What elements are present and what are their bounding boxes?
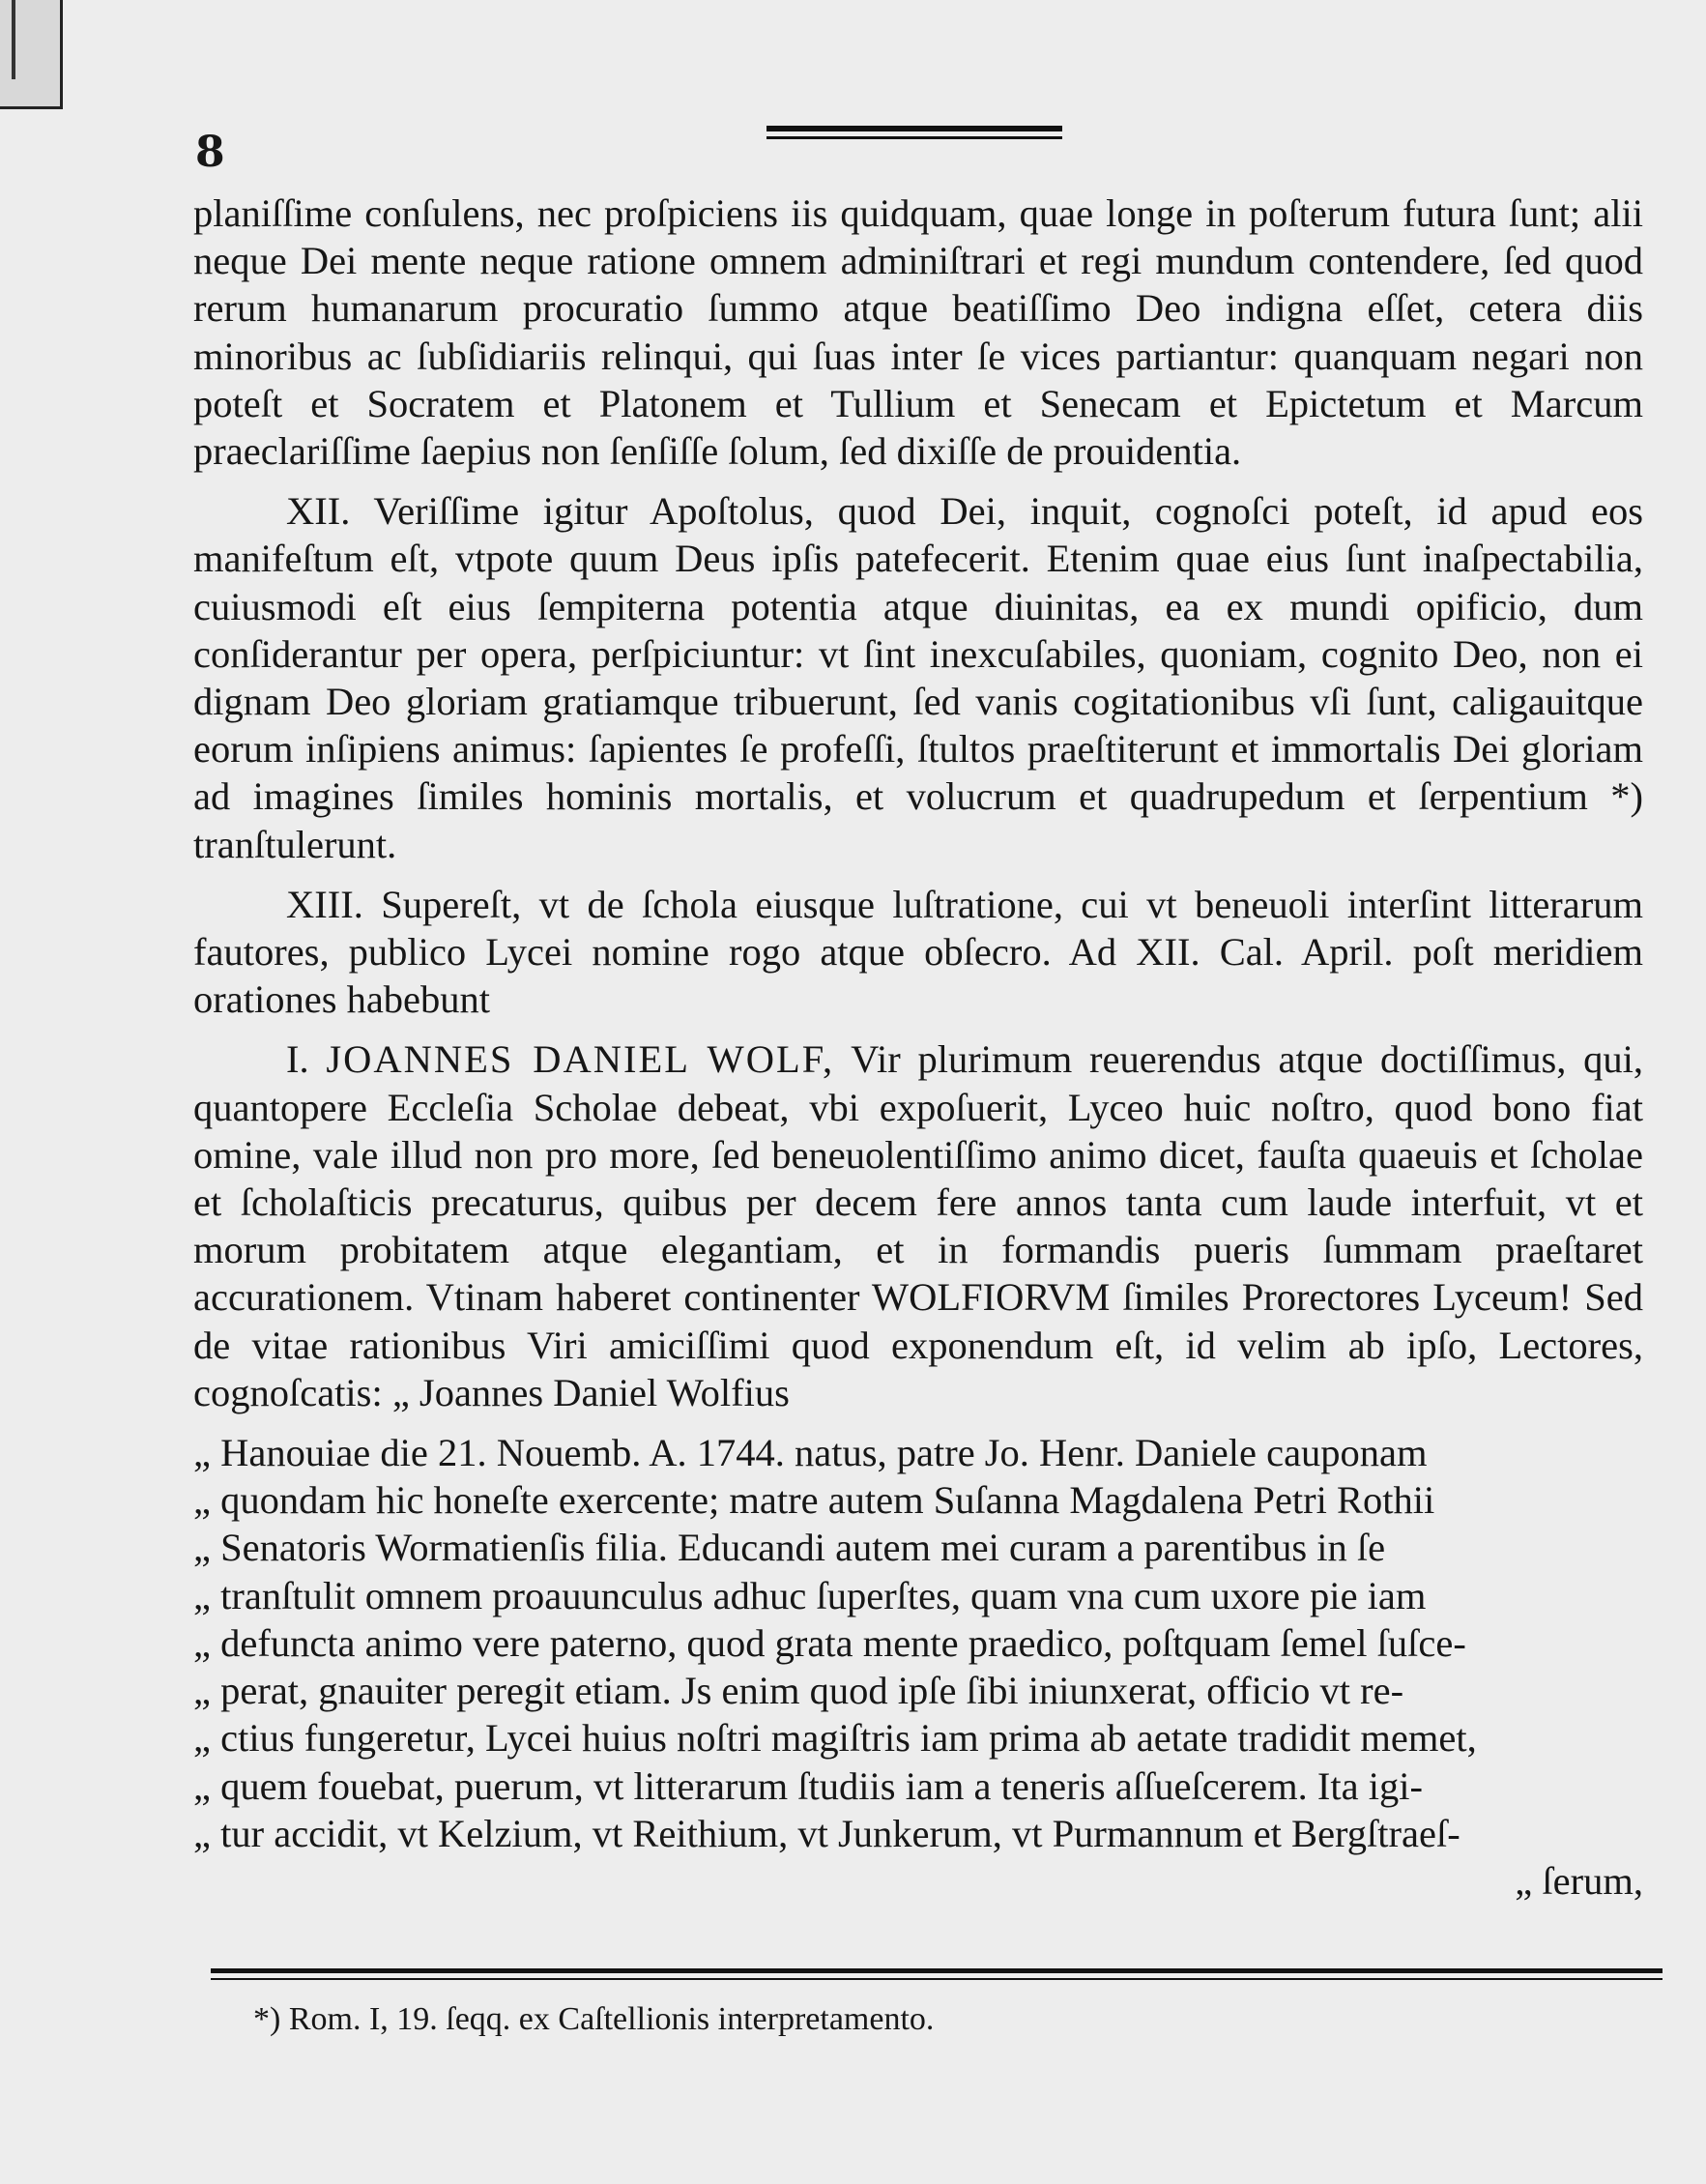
orator-text: Vir plurimum reuerendus atque doctiſſimus, qui, quantopere Eccleſia Scholae debeat, vbi expoſuerit, Lyceo huic noſtro, quod bono fiat omine, vale illud non pro more, ſed beneuolentiſſimo animo dicet, fauſta quaeuis et ſcholae et ſcholaſticis precaturus, quibus per decem fere annos tanta cum laude interfuit, vt et morum probitatem atque elegantiam, et in formandis pueris ſummam praeſtaret accurationem. Vtinam haberet continenter WOLFIORVM ſimiles Prorectores Lyceum! Sed de vitae rationibus Viri amiciſſimi quod exponendum eſt, id velim ab ipſo, Lectores, cognoſcatis: [193,1037,1644,1414]
section-number-xii: XII. [286,489,351,534]
paragraph-xiii-text: Supereſt, vt de ſchola eiusque luſtratione, cui vt beneuoli interſint litterarum fautores, publico Lycei nomine rogo atque obſecro. Ad XII. Cal. April. poſt meridiem orationes habebunt [193,882,1643,1022]
page-number: 8 [195,128,225,177]
quote-line: „ Joannes Daniel Wolfius [391,1370,790,1414]
header-rule [766,126,1062,139]
paragraph-xii [193,487,1643,868]
quote-line: „ quondam hic honeſte exercente; matre autem Suſanna Magdalena Petri Rothii [193,1478,1435,1523]
footnote: *) Rom. I, 19. ſeqq. ex Caſtellionis interpretamento. [253,2001,935,2037]
quote-line: „ Hanouiae die 21. Nouemb. A. 1744. natus, patre Jo. Henr. Daniele cauponam [193,1431,1428,1475]
quote-line: „ defuncta animo vere paterno, quod grata mente praedico, poſtquam ſemel ſuſce- [193,1620,1466,1665]
page-edge-line [12,0,15,79]
quote-line: „ perat, gnauiter peregit etiam. Js enim quod ipſe ſibi iniunxerat, officio vt re- [193,1669,1404,1713]
paragraph-xiii [193,881,1643,1024]
quote-line: „ tur accidit, vt Kelzium, vt Reithium, vt Junkerum, vt Purmannum et Bergſtraeſ- [193,1811,1460,1855]
catchword: „ ſerum, [1515,1858,1643,1903]
section-number-xiii: XIII. [286,882,363,926]
orator-number: I. [286,1037,309,1082]
orator-name: JOANNES DANIEL WOLF, [326,1037,835,1082]
paragraph-xii-text: Veriſſime igitur Apoſtolus, quod Dei, inquit, cognoſci poteſt, id apud eos manifeſtum eſt, vtpote quum Deus ipſis patefecerit. Etenim quae eius ſunt inaſpectabilia, cuiusmodi eſt eius ſempiterna potentia atque diuinitas, ea ex mundi opificio, dum conſiderantur per opera, perſpiciuntur: vt ſint inexcuſabiles, quoniam, cognito Deo, non ei dignam Deo gloriam gratiamque tribuerunt, ſed vanis cogitationibus vſi ſunt, caligauitque eorum inſipiens animus: ſapientes ſe profeſſi, ſtultos praeſtiterunt et immortalis Dei gloriam ad imagines ſimiles hominis mortalis, et volucrum et quadrupedum et ſerpentium *) tranſtulerunt. [193,489,1643,866]
paragraph-continuation: planiſſime conſulens, nec proſpiciens iis quidquam, quae longe in poſterum futura ſunt; alii neque Dei mente neque ratione omnem adminiſtrari et regi mundum contendere, ſed quod rerum humanarum procuratio ſummo atque beatiſſimo Deo indigna eſſet, cetera diis minoribus ac ſubſidiariis relinqui, qui ſuas inter ſe vices partiantur: quanquam negari non poteſt et Socratem et Platonem et Tullium et Senecam et Epictetum et Marcum praeclariſſime ſaepius non ſenſiſſe ſolum, ſed dixiſſe de prouidentia. [193,191,1643,474]
footnote-rule [211,1968,1663,1980]
body-text [193,189,1643,1905]
page-edge-fragment [0,0,63,109]
quote-line: „ tranſtulit omnem proauunculus adhuc ſuperſtes, quam vna cum uxore pie iam [193,1573,1427,1617]
quoted-biography [193,1429,1643,1905]
paragraph-orator-i [193,1035,1643,1416]
quote-line: „ Senatoris Wormatienſis filia. Educandi autem mei curam a parentibus in ſe [193,1526,1386,1570]
quote-line: „ quem fouebat, puerum, vt litterarum ſtudiis iam a teneris aſſueſcerem. Ita igi- [193,1763,1423,1808]
quote-line: „ ctius fungeretur, Lycei huius noſtri magiſtris iam prima ab aetate tradidit memet, [193,1716,1477,1761]
